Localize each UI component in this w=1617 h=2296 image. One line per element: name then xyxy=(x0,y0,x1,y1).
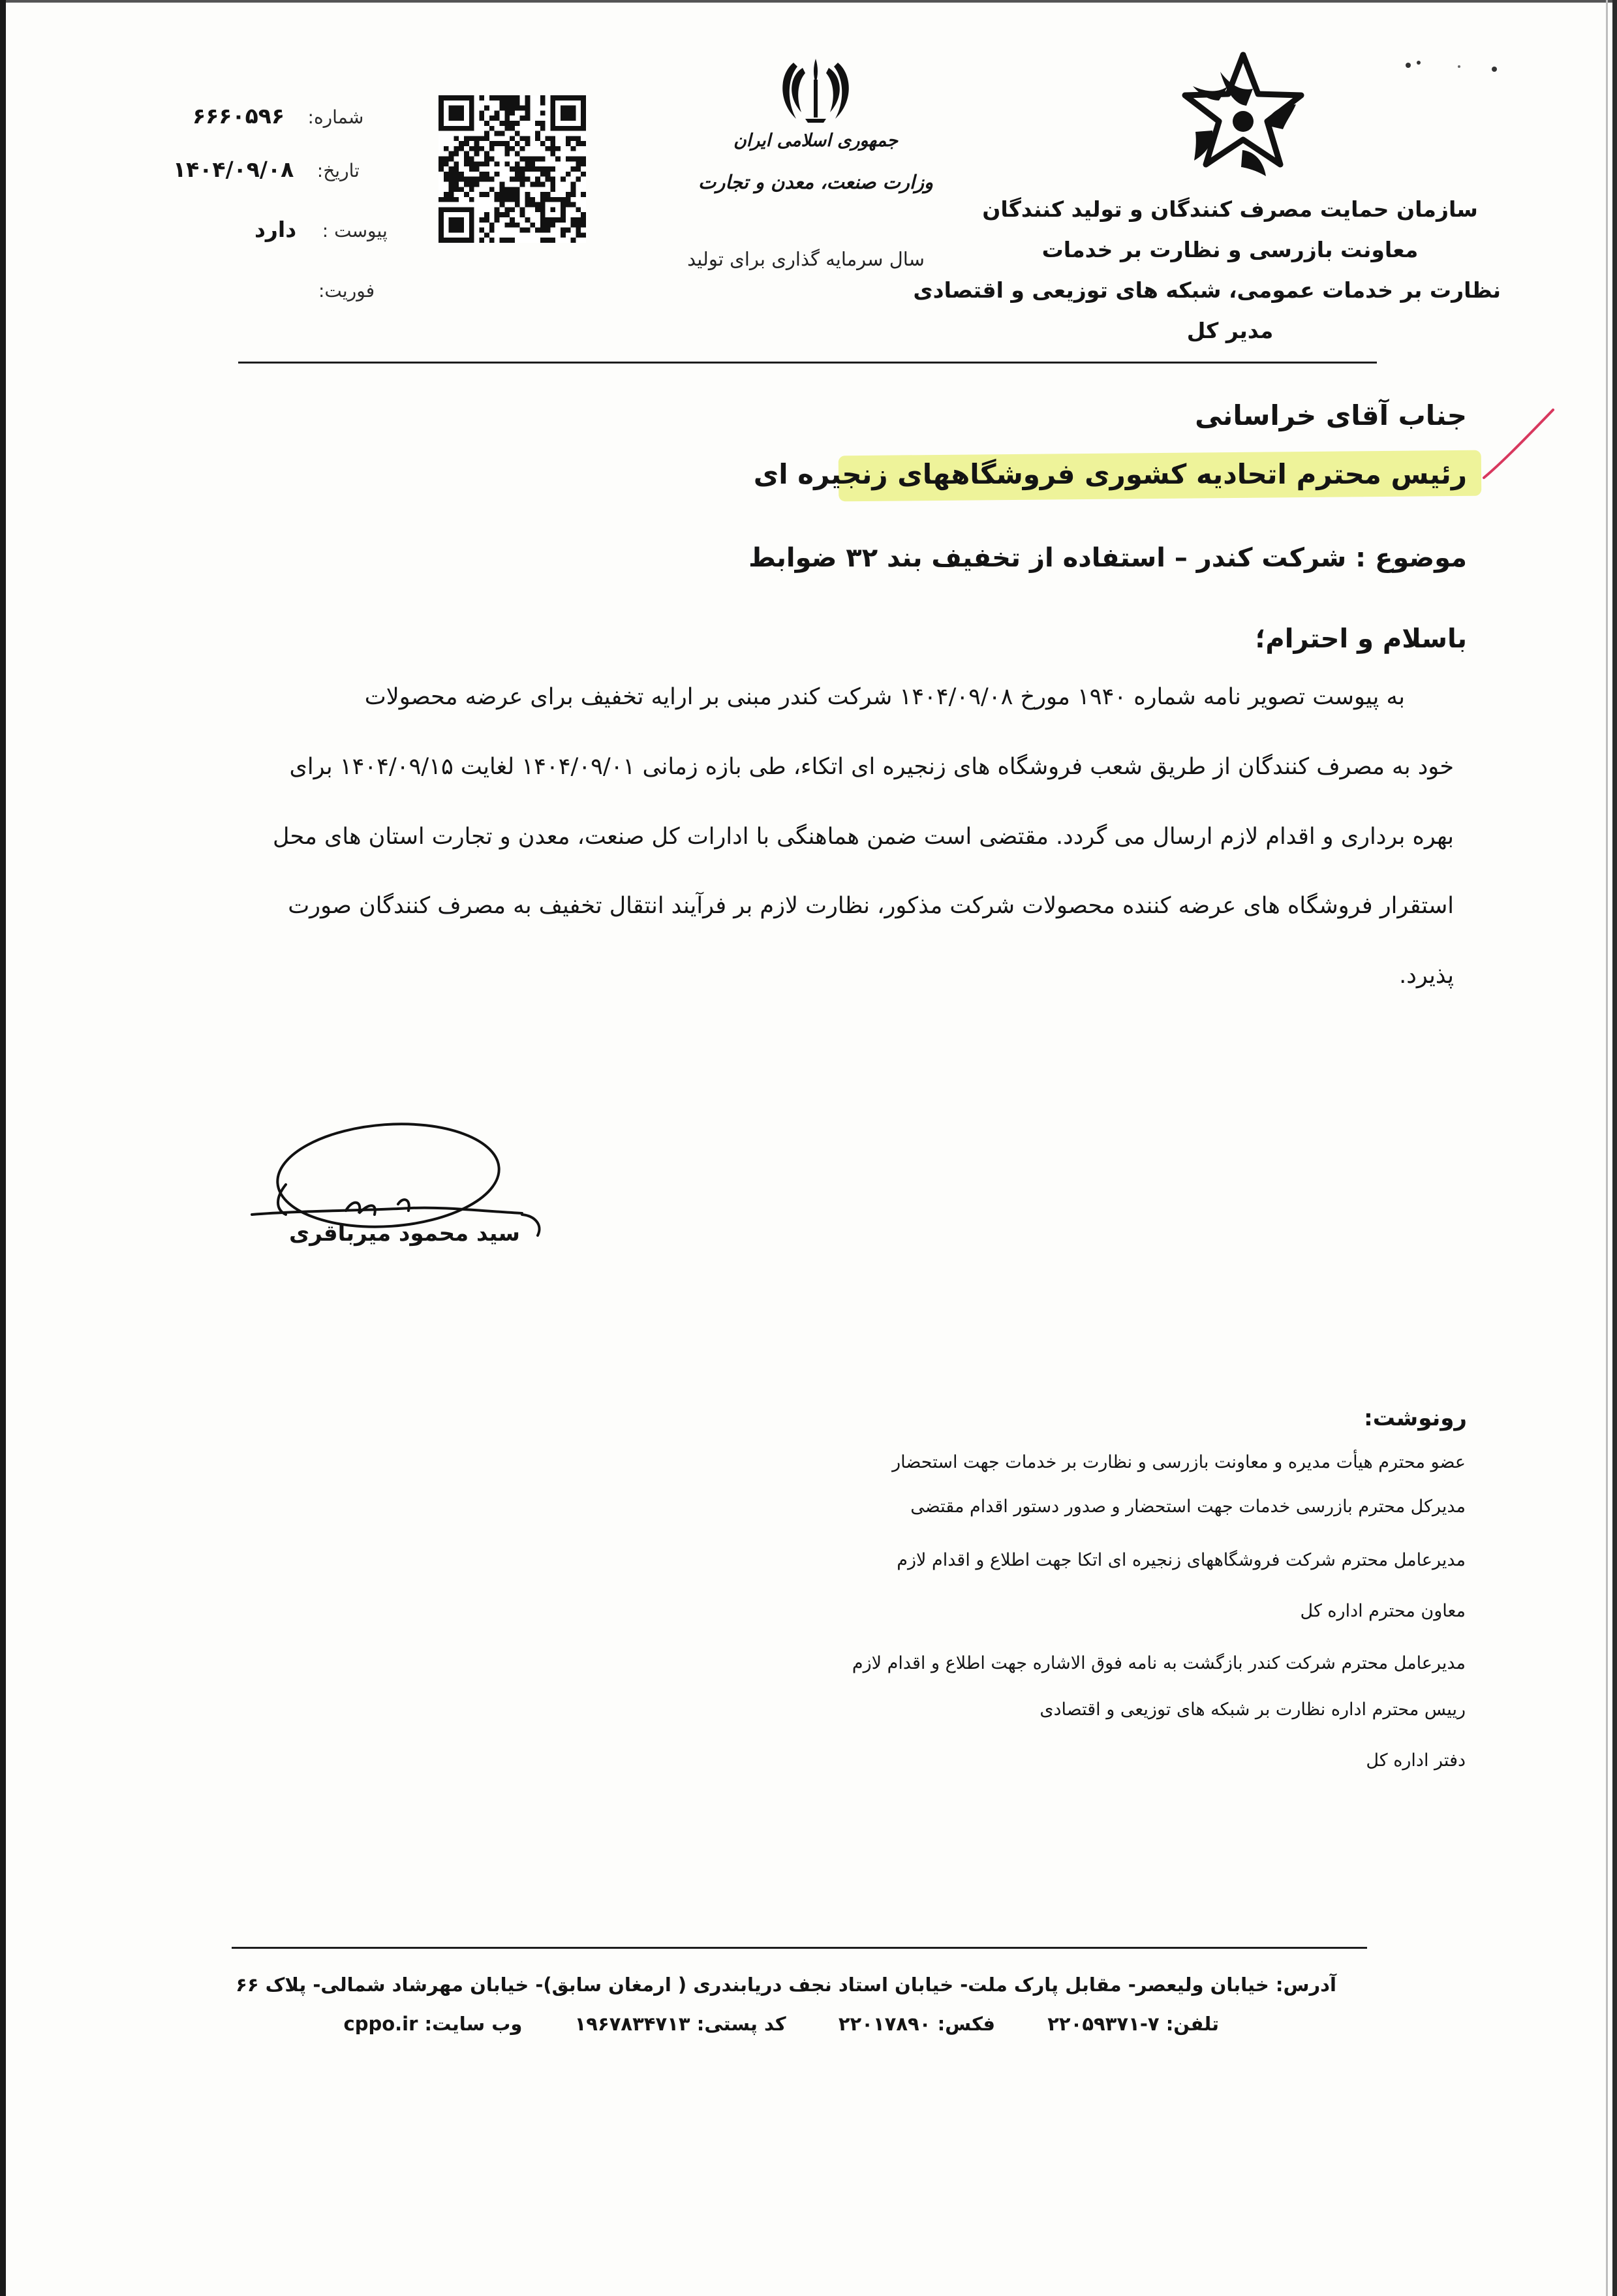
header-divider xyxy=(238,362,1377,364)
pen-tick-mark xyxy=(1480,405,1558,483)
addressee-name: جناب آقای خراسانی xyxy=(1195,399,1467,431)
phone-label: تلفن: xyxy=(1165,2013,1219,2035)
org-name: سازمان حمایت مصرف کنندگان و تولید کنندگان xyxy=(982,196,1478,222)
body-line-5: پذیرد. xyxy=(1399,963,1454,989)
date-value: ۱۴۰۴/۰۹/۰۸ xyxy=(173,157,294,182)
attachment-label: پیوست : xyxy=(322,220,388,241)
scan-edge-right-inner xyxy=(1606,0,1608,2296)
scan-marks xyxy=(1396,52,1514,78)
body-line-4: استقرار فروشگاه های عرضه کننده محصولات شرکت مذکور، نظارت لازم بر فرآیند انتقال تخفیف به مصرف کنندگان صورت xyxy=(288,893,1454,919)
website-label: وب سایت: xyxy=(424,2013,523,2035)
org-deputy: معاونت بازرسی و نظارت بر خدمات xyxy=(1041,237,1419,262)
date-label: تاریخ: xyxy=(316,160,360,181)
copy-item: عضو محترم هیأت مدیره و معاونت بازرسی و نظارت بر خدمات جهت استحضار xyxy=(892,1452,1466,1472)
body-line-1: به پیوست تصویر نامه شماره ۱۹۴۰ مورخ ۱۴۰۴/۰۹/۰۸ شرکت کندر مبنی بر ارایه تخفیف برای عرضه محصولات xyxy=(364,684,1405,710)
scan-edge-left xyxy=(0,0,6,2296)
copy-item: مدیرکل محترم بازرسی خدمات جهت استحضار و صدور دستور اقدام مقتضی xyxy=(910,1497,1466,1517)
number-value: ۶۶۶۰۵۹۶ xyxy=(192,103,285,129)
subject-line: موضوع : شرکت کندر – استفاده از تخفیف بند ۳۲ ضوابط xyxy=(748,543,1467,573)
copies-title: رونوشت: xyxy=(1364,1405,1467,1431)
scan-edge-top xyxy=(0,0,1617,3)
addressee-title: رئیس محترم اتحادیه کشوری فروشگاههای زنجیره ای xyxy=(753,458,1467,490)
attachment-value: دارد xyxy=(254,217,297,242)
phone-value: ۷-۲۲۰۵۹۳۷۱ xyxy=(1047,2013,1160,2035)
fax-value: ۲۲۰۱۷۸۹۰ xyxy=(838,2013,931,2035)
copy-item: رییس محترم اداره نظارت بر شبکه های توزیعی و اقتصادی xyxy=(1040,1699,1466,1720)
body-line-3: بهره برداری و اقدام لازم ارسال می گردد. مقتضی است ضمن هماهنگی با ادارات کل صنعت، معدن و تجارت استان های محل xyxy=(273,824,1454,850)
meta-number xyxy=(192,103,363,129)
iran-emblem-icon xyxy=(777,54,855,125)
ministry-line-2: وزارت صنعت، معدن و تجارت xyxy=(698,171,933,193)
meta-urgency xyxy=(318,279,375,302)
footer-address: آدرس: خیابان ولیعصر- مقابل پارک ملت- خیابان استاد نجف دریابندری ( ارمغان سابق)- خیابان مهرشاد شمالی- پلاک ۶۶ xyxy=(236,1974,1336,1996)
copy-item: مدیرعامل محترم شرکت کندر بازگشت به نامه فوق الاشاره جهت اطلاع و اقدام لازم xyxy=(852,1653,1466,1673)
org-header xyxy=(913,189,1501,351)
footer-divider xyxy=(232,1947,1367,1949)
copy-item: دفتر اداره کل xyxy=(1366,1750,1466,1771)
postal-label: کد پستی: xyxy=(696,2013,786,2035)
website-value[interactable]: cppo.ir xyxy=(343,2013,418,2035)
postal-value: ۱۹۶۷۸۳۴۷۱۳ xyxy=(574,2013,690,2035)
meta-attachment xyxy=(254,217,388,242)
org-supervision: نظارت بر خدمات عمومی، شبکه های توزیعی و اقتصادی xyxy=(913,277,1501,303)
signer-name: سید محمود میرباقری xyxy=(289,1220,520,1247)
copy-item: معاون محترم اداره کل xyxy=(1300,1601,1466,1621)
body-line-2: خود به مصرف کنندگان از طریق شعب فروشگاه های زنجیره ای اتکاء، طی بازه زمانی ۱۴۰۴/۰۹/۰۱ لغایت ۱۴۰۴/۰۹/۱۵ برای xyxy=(289,754,1454,780)
meta-date xyxy=(173,157,360,182)
copy-item: مدیرعامل محترم شرکت فروشگاههای زنجیره ای اتکا جهت اطلاع و اقدام لازم xyxy=(897,1550,1466,1570)
fax-label: فکس: xyxy=(937,2013,996,2035)
qr-code-icon xyxy=(439,95,586,243)
number-label: شماره: xyxy=(307,106,364,128)
cppo-star-logo-icon xyxy=(1168,46,1318,196)
ministry-line-1: جمهوری اسلامی ایران xyxy=(733,131,899,151)
scan-edge-right xyxy=(1612,0,1617,2296)
urgency-label: فوریت: xyxy=(318,280,375,302)
org-role: مدیر کل xyxy=(1186,318,1274,343)
year-slogan: سال سرمایه گذاری برای تولید xyxy=(687,248,925,270)
footer-contacts xyxy=(344,2013,1219,2035)
greeting: باسلام و احترام؛ xyxy=(1255,624,1467,654)
